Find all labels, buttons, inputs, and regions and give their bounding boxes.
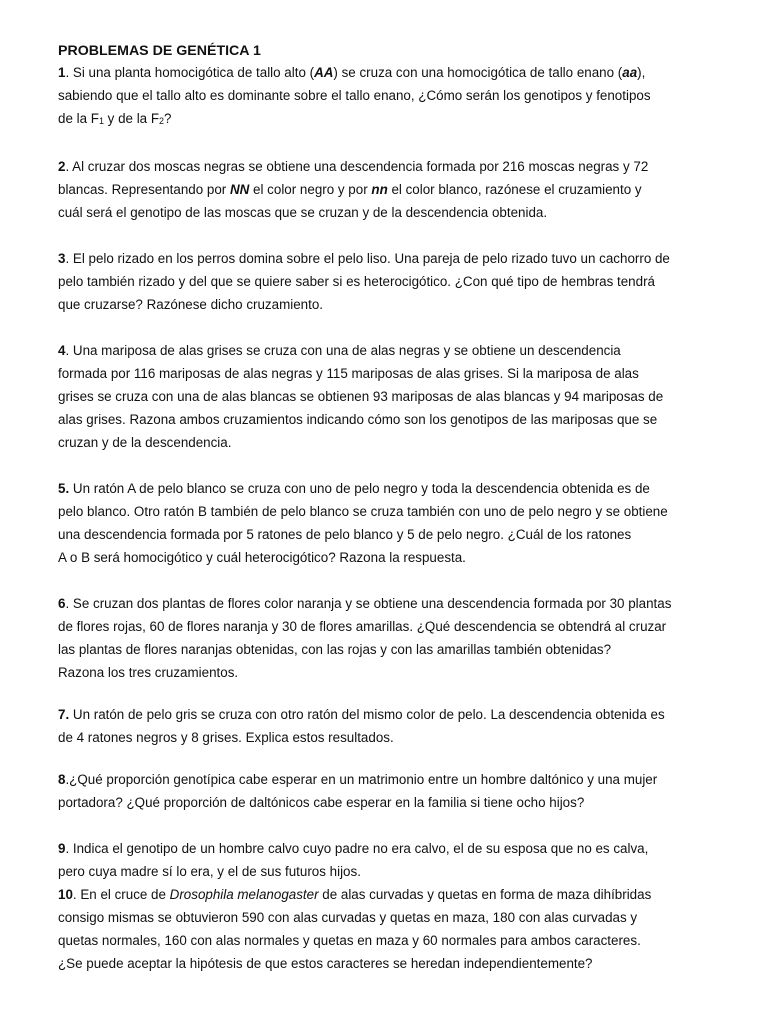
problem-number: 5. bbox=[58, 481, 70, 496]
problem-line: cuál será el genotipo de las moscas que se cruzan y de la descendencia obtenida. bbox=[58, 205, 548, 220]
document-title: PROBLEMAS DE GENÉTICA 1 bbox=[58, 43, 261, 59]
genotype-symbol: aa bbox=[622, 65, 638, 80]
problem-line: pelo también rizado y del que se quiere saber si es heterocigótico. ¿Con qué tipo de hembras tendrá bbox=[58, 274, 655, 289]
problem-line: una descendencia formada por 5 ratones de pelo blanco y 5 de pelo negro. ¿Cuál de los ratones bbox=[58, 527, 632, 542]
problem-line: sabiendo que el tallo alto es dominante sobre el tallo enano, ¿Cómo serán los genotipos y fenotipos bbox=[58, 88, 651, 103]
problem-line: ¿Se puede aceptar la hipótesis de que estos caracteres se heredan independientemente? bbox=[58, 956, 593, 971]
text-run: . El pelo rizado en los perros domina sobre el pelo liso. Una pareja de pelo rizado tuvo un cachorro de bbox=[65, 251, 670, 266]
text-run: . Al cruzar dos moscas negras se obtiene una descendencia formada por 216 moscas negras y 72 bbox=[65, 159, 649, 174]
species-name: Drosophila melanogaster bbox=[169, 887, 319, 902]
problem-number: 9 bbox=[58, 841, 66, 856]
problem-line bbox=[58, 61, 718, 84]
text-run: de alas curvadas y quetas en forma de maza dihíbridas bbox=[318, 887, 652, 902]
text-run: .¿Qué proporción genotípica cabe esperar en un matrimonio entre un hombre daltónico y una mujer bbox=[65, 772, 658, 787]
genotype-symbol: AA bbox=[314, 65, 334, 80]
problem-3 bbox=[58, 247, 718, 316]
problem-number: 7. bbox=[58, 707, 70, 722]
text-run: . Se cruzan dos plantas de flores color naranja y se obtiene una descendencia formada por 30 plantas bbox=[65, 596, 672, 611]
problem-line: pero cuya madre sí lo era, y el de sus futuros hijos. bbox=[58, 864, 361, 879]
problem-line bbox=[58, 339, 718, 362]
problem-line bbox=[58, 768, 718, 791]
problem-number: 8 bbox=[58, 772, 66, 787]
problem-5 bbox=[58, 477, 718, 569]
problem-9 bbox=[58, 837, 718, 883]
text-run: y de la F bbox=[103, 111, 160, 126]
problem-number: 3 bbox=[58, 251, 66, 266]
problem-line: A o B será homocigótico y cuál heterocigótico? Razona la respuesta. bbox=[58, 550, 466, 565]
text-run: . En el cruce de bbox=[72, 887, 170, 902]
text-run: ) se cruza con una homocigótica de tallo enano ( bbox=[333, 65, 623, 80]
text-run: el color blanco, razónese el cruzamiento y bbox=[387, 182, 642, 197]
problem-7 bbox=[58, 703, 718, 749]
subscript: 1 bbox=[98, 116, 104, 126]
text-run: el color negro y por bbox=[249, 182, 372, 197]
problem-6 bbox=[58, 592, 718, 684]
problem-line: de flores rojas, 60 de flores naranja y 30 de flores amarillas. ¿Qué descendencia se obtendrá al cruzar bbox=[58, 619, 667, 634]
problem-4 bbox=[58, 339, 718, 454]
problem-line: pelo blanco. Otro ratón B también de pelo blanco se cruza también con uno de pelo negro y se obtiene bbox=[58, 504, 668, 519]
problem-8 bbox=[58, 768, 718, 814]
problem-1 bbox=[58, 61, 718, 132]
problem-line bbox=[58, 883, 718, 906]
subscript: 2 bbox=[159, 116, 165, 126]
problem-line bbox=[58, 107, 718, 132]
problem-line: quetas normales, 160 con alas normales y quetas en maza y 60 normales para ambos caracteres. bbox=[58, 933, 641, 948]
problem-line bbox=[58, 837, 718, 860]
problem-10 bbox=[58, 883, 718, 975]
text-run: Un ratón de pelo gris se cruza con otro ratón del mismo color de pelo. La descendencia obtenida es bbox=[69, 707, 665, 722]
text-run: . Una mariposa de alas grises se cruza con una de alas negras y se obtiene un descendencia bbox=[65, 343, 621, 358]
problem-line bbox=[58, 155, 718, 178]
text-run: ), bbox=[637, 65, 646, 80]
text-run: blancas. Representando por bbox=[58, 182, 230, 197]
problem-line: formada por 116 mariposas de alas negras y 115 mariposas de alas grises. Si la mariposa de alas bbox=[58, 366, 639, 381]
text-run: . Indica el genotipo de un hombre calvo cuyo padre no era calvo, el de su esposa que no es calva, bbox=[65, 841, 649, 856]
genotype-symbol: NN bbox=[229, 182, 250, 197]
problem-line bbox=[58, 247, 718, 270]
problem-line: que cruzarse? Razónese dicho cruzamiento. bbox=[58, 297, 323, 312]
problem-number: 10 bbox=[58, 887, 73, 902]
problem-line bbox=[58, 178, 718, 201]
text-run: Un ratón A de pelo blanco se cruza con uno de pelo negro y toda la descendencia obtenida es de bbox=[69, 481, 650, 496]
problem-line: grises se cruza con una de alas blancas se obtienen 93 mariposas de alas blancas y 94 mariposas de bbox=[58, 389, 664, 404]
problem-line: consigo mismas se obtuvieron 590 con alas curvadas y quetas en maza, 180 con alas curvadas y bbox=[58, 910, 638, 925]
problem-line: de 4 ratones negros y 8 grises. Explica estos resultados. bbox=[58, 730, 394, 745]
problem-line bbox=[58, 477, 718, 500]
problem-line: las plantas de flores naranjas obtenidas, con las rojas y con las amarillas también obtenidas? bbox=[58, 642, 612, 657]
problem-number: 4 bbox=[58, 343, 66, 358]
problem-number: 1 bbox=[58, 65, 66, 80]
genotype-symbol: nn bbox=[371, 182, 388, 197]
problem-line: portadora? ¿Qué proporción de daltónicos cabe esperar en la familia si tiene ocho hijos? bbox=[58, 795, 585, 810]
problem-number: 2 bbox=[58, 159, 66, 174]
problem-line: Razona los tres cruzamientos. bbox=[58, 665, 239, 680]
problem-number: 6 bbox=[58, 596, 66, 611]
problem-line bbox=[58, 592, 718, 615]
problem-line: alas grises. Razona ambos cruzamientos indicando cómo son los genotipos de las mariposas que se bbox=[58, 412, 658, 427]
problem-2 bbox=[58, 155, 718, 224]
text-run: de la F bbox=[58, 111, 99, 126]
text-run: . Si una planta homocigótica de tallo alto ( bbox=[65, 65, 315, 80]
problem-line bbox=[58, 703, 718, 726]
problem-line: cruzan y de la descendencia. bbox=[58, 435, 232, 450]
text-run: ? bbox=[164, 111, 172, 126]
